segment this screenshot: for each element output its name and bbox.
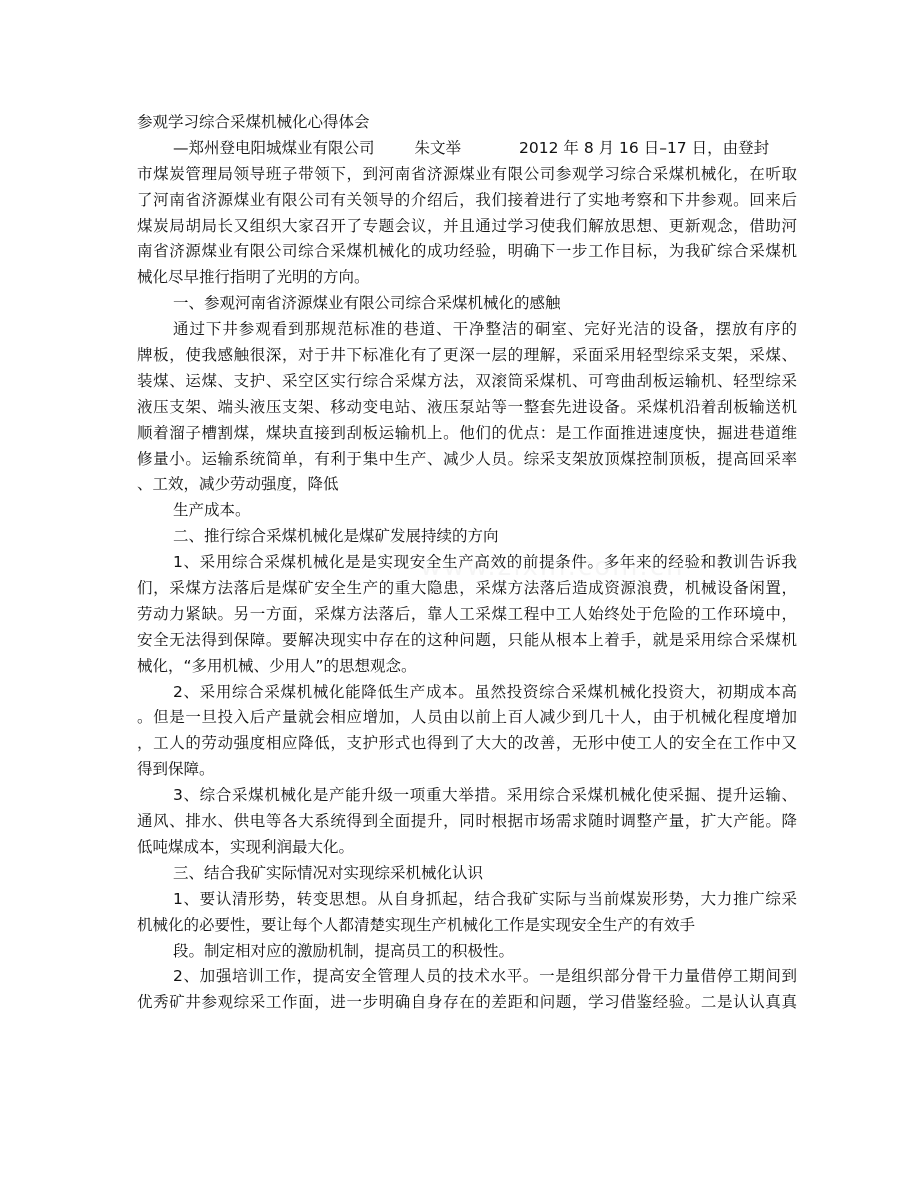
section-2-item-1: [137, 550, 797, 679]
section-3-item-1: [137, 887, 797, 965]
document-body: [137, 110, 797, 1016]
byline-date: 2012 年 8 月 16 日–17 日，由登封: [519, 138, 770, 157]
text-line: 装煤、运煤、支护、采空区实行综合采煤方法，双滚筒采煤机、可弯曲刮板运输机、轻型综采: [137, 371, 797, 390]
text-line: 优秀矿井参观综采工作面，进一步明确自身存在的差距和问题，学习借鉴经验。二是认认真真: [137, 993, 797, 1012]
section-3-item-2: [137, 964, 797, 1016]
text-line: 通风、排水、供电等各大系统得到全面提升，同时根据市场需求随时调整产量，扩大产能。降: [137, 812, 797, 831]
text-line: 了河南省济源煤业有限公司有关领导的介绍后，我们接着进行了实地考察和下井参观。回来后: [137, 190, 797, 209]
section-heading-1: 一、参观河南省济源煤业有限公司综合采煤机械化的感触: [173, 294, 561, 313]
text-line: 市煤炭管理局领导班子带领下，到河南省济源煤业有限公司参观学习综合采煤机械化，在听取: [137, 164, 797, 183]
text-line: 3、综合采煤机械化是产能升级一项重大举措。采用综合采煤机械化使采掘、提升运输、: [173, 786, 797, 805]
text-line: 劳动力紧缺。另一方面，采煤方法落后，靠人工采煤工程中工人始终处于危险的工作环境中，: [137, 604, 797, 623]
byline-author: 朱文举: [414, 138, 462, 157]
text-line: 煤炭局胡局长又组织大家召开了专题会议，并且通过学习使我们解放思想、更新观念，借助河: [137, 216, 797, 235]
text-line: 顺着溜子槽割煤，煤块直接到刮板运输机上。他们的优点：是工作面推进速度快，掘进巷道维: [137, 423, 797, 442]
text-line: 2、采用综合采煤机械化能降低生产成本。虽然投资综合采煤机械化投资大，初期成本高: [173, 682, 797, 701]
text-line: 得到保障。: [137, 760, 215, 779]
text-line: 低吨煤成本，实现利润最大化。: [137, 837, 355, 856]
text-line: 通过下井参观看到那规范标准的巷道、干净整洁的硐室、完好光洁的设备，摆放有序的: [173, 320, 797, 339]
text-line: 1、采用综合采煤机械化是是实现安全生产高效的前提条件。多年来的经验和教训告诉我: [173, 553, 797, 572]
text-line: 安全无法得到保障。要解决现实中存在的这种问题，只能从根本上着手，就是采用综合采煤机: [137, 630, 797, 649]
byline: [137, 136, 797, 162]
text-line: 械化尽早推行指明了光明的方向。: [137, 268, 370, 287]
section-2-item-3: [137, 783, 797, 861]
text-line: 械化，“多用机械、少用人”的思想观念。: [137, 656, 417, 675]
section-heading-3: 三、结合我矿实际情况对实现综采机械化认识: [173, 863, 484, 882]
text-line: 液压支架、端头液压支架、移动变电站、液压泵站等一整套先进设备。采煤机沿着刮板输送机: [137, 397, 797, 416]
text-line: 2、加强培训工作，提高安全管理人员的技术水平。一是组织部分骨干力量借停工期间到: [173, 967, 797, 986]
text-line: 南省济源煤业有限公司综合采煤机械化的成功经验，明确下一步工作目标，为我矿综合采煤机: [137, 242, 797, 261]
intro-paragraph: [137, 162, 797, 291]
document-title: 参观学习综合采煤机械化心得体会: [137, 113, 370, 131]
byline-org: —郑州登电阳城煤业有限公司: [173, 138, 375, 157]
section-heading-2: 二、推行综合采煤机械化是煤矿发展持续的方向: [173, 527, 499, 546]
text-line: 1、要认清形势，转变思想。从自身抓起，结合我矿实际与当前煤炭形势，大力推广综采: [173, 889, 797, 908]
text-line: ，工人的劳动强度相应降低，支护形式也得到了大大的改善，无形中使工人的安全在工作中又: [137, 734, 797, 753]
text-line: 生产成本。: [173, 501, 251, 520]
text-line: 修量小。运输系统简单，有利于集中生产、减少人员。综采支架放顶煤控制顶板，提高回采率: [137, 449, 797, 468]
text-line: 、工效，减少劳动强度，降低: [137, 475, 339, 494]
text-line: 段。制定相对应的激励机制，提高员工的积极性。: [173, 941, 515, 960]
text-line: 们，采煤方法落后是煤矿安全生产的重大隐患，采煤方法落后造成资源浪费，机械设备闲置，: [137, 579, 797, 598]
text-line: 。但是一旦投入后产量就会相应增加，人员由以前上百人减少到几十人，由于机械化程度增加: [137, 708, 797, 727]
text-line: 牌板，使我感触很深，对于井下标准化有了更深一层的理解，采面采用轻型综采支架，采煤、: [137, 346, 797, 365]
section-2-item-2: [137, 680, 797, 784]
section-1-paragraph: [137, 317, 797, 524]
text-line: 机械化的必要性，要让每个人都清楚实现生产机械化工作是实现安全生产的有效手: [137, 915, 696, 934]
